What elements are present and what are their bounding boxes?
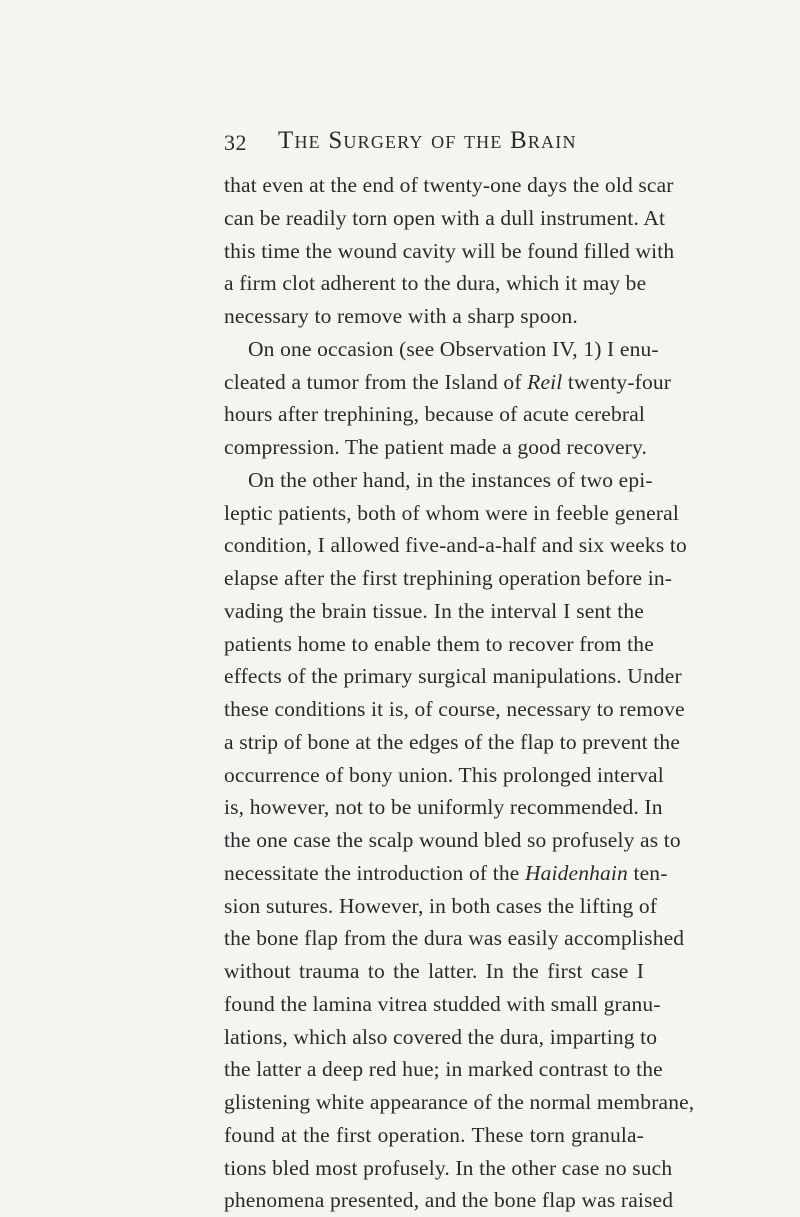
body-text	[224, 169, 695, 1217]
text-line: is, however, not to be uniformly recommended. In	[224, 795, 663, 820]
text-line: a firm clot adherent to the dura, which it may be	[224, 271, 647, 296]
text-line: sion sutures. However, in both cases the lifting of	[224, 893, 658, 918]
text-line: phenomena presented, and the bone flap was raised	[224, 1188, 674, 1213]
text-line: the one case the scalp wound bled so profusely as to	[224, 828, 681, 852]
text-line: the latter a deep red hue; in marked contrast to the	[224, 1057, 663, 1082]
text-line: that even at the end of twenty-one days the old scar	[224, 173, 674, 197]
text-segment: cleated a tumor from the Island of	[224, 369, 528, 394]
page-number: 32	[224, 130, 247, 155]
running-title: The Surgery of the Brain	[278, 127, 577, 154]
text-line: without trauma to the latter. In the first case I	[224, 959, 644, 983]
text-line: On the other hand, in the instances of two epi-	[248, 467, 653, 492]
text-line: tions bled most profusely. In the other case no such	[224, 1155, 673, 1180]
italic-name: Haidenhain	[524, 860, 628, 885]
text-line: patients home to enable them to recover from the	[224, 631, 654, 656]
text-line: this time the wound cavity will be found filled with	[224, 238, 675, 263]
text-segment: necessitate the introduction of the	[224, 860, 525, 885]
text-line: effects of the primary surgical manipulations. Under	[224, 664, 682, 689]
text-segment: twenty-four	[562, 369, 672, 394]
text-segment: ten-	[627, 860, 668, 885]
text-line: condition, I allowed five-and-a-half and six weeks to	[224, 533, 687, 558]
text-line: elapse after the first trephining operation before in-	[224, 566, 673, 590]
text-line: hours after trephining, because of acute cerebral	[224, 402, 646, 427]
text-line: necessary to remove with a sharp spoon.	[224, 304, 578, 328]
text-line: a strip of bone at the edges of the flap to prevent the	[224, 729, 681, 754]
text-line	[224, 366, 672, 399]
text-line: compression. The patient made a good recovery.	[224, 435, 648, 459]
italic-name: Reil	[527, 369, 563, 394]
text-line: leptic patients, both of whom were in feeble general	[224, 500, 679, 525]
text-line: found the lamina vitrea studded with small granu-	[224, 991, 661, 1016]
text-line: lations, which also covered the dura, imparting to	[224, 1024, 658, 1049]
text-line: On one occasion (see Observation IV, 1) I enu-	[248, 336, 659, 361]
text-line: occurrence of bony union. This prolonged interval	[224, 762, 664, 787]
text-line: found at the first operation. These torn granula-	[224, 1122, 644, 1147]
text-line: the bone flap from the dura was easily accomplished	[224, 926, 685, 951]
text-line: glistening white appearance of the normal membrane,	[224, 1090, 695, 1114]
text-line: can be readily torn open with a dull instrument. At	[224, 205, 666, 230]
text-line	[224, 857, 668, 890]
text-line: these conditions it is, of course, necessary to remove	[224, 697, 685, 721]
text-line: vading the brain tissue. In the interval I sent the	[224, 598, 644, 623]
